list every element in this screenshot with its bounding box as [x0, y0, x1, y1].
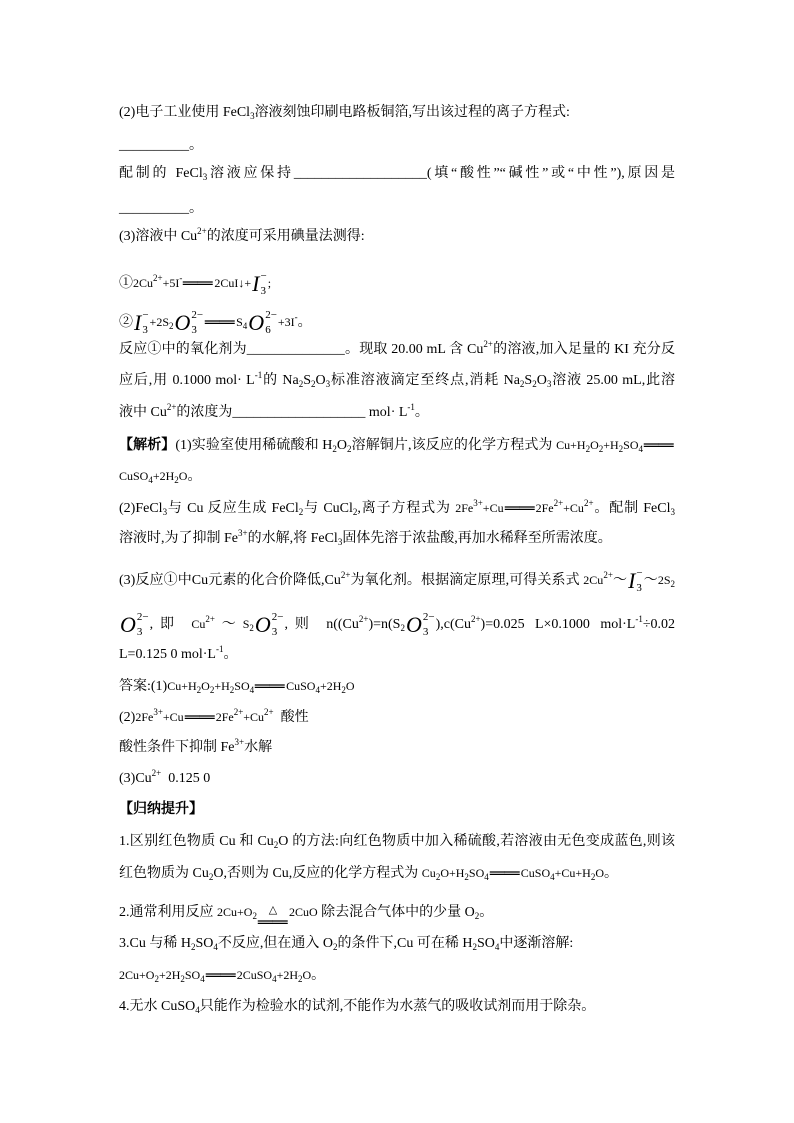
subscript: 2 — [332, 942, 338, 952]
superscript: 2+ — [340, 570, 351, 580]
text-run: ～ — [214, 617, 243, 632]
text-line — [119, 671, 675, 701]
formula-text: 2Fe — [135, 710, 154, 724]
text-run: (2) — [119, 710, 136, 725]
text-run: 。现取 20.00 mL 含 Cu — [344, 342, 484, 357]
ion-formula — [120, 612, 149, 638]
text-run: (3)反应①中Cu元素的化合价降低,Cu — [119, 573, 341, 588]
ion-subscript: 3 — [142, 323, 148, 336]
subscript: 2 — [154, 974, 159, 984]
superscript: 2+ — [151, 768, 162, 778]
text-run: (2)电子工业使用 FeCl — [119, 105, 251, 120]
equals-sign — [185, 711, 215, 725]
formula-text: 2Fe — [535, 501, 554, 515]
text-line — [119, 524, 675, 554]
text-run: 的 Na — [262, 373, 299, 388]
subscript: 4 — [315, 685, 320, 695]
text-line — [119, 131, 675, 161]
text-line — [119, 640, 675, 670]
subscript: 3 — [162, 507, 168, 517]
subscript: 2 — [519, 379, 525, 389]
ion-script-stack — [191, 310, 203, 336]
subscript: 2 — [174, 475, 179, 485]
ion-script-stack — [636, 568, 642, 594]
subscript: 2 — [474, 911, 480, 921]
superscript: 2+ — [197, 226, 207, 236]
text-run: 。 — [189, 138, 203, 153]
formula-text: O — [178, 469, 188, 483]
answer-blank: ______________ — [246, 342, 345, 357]
formula-text: O — [590, 438, 599, 452]
ion-symbol: O — [405, 611, 422, 637]
text-run: ),c(Cu — [435, 617, 471, 632]
ion-charge: 2− — [422, 610, 435, 623]
answer-blank: __________ — [119, 138, 189, 153]
formula-text: O — [595, 866, 604, 880]
formula-text: SO — [234, 679, 250, 693]
text-run: 水解 — [244, 740, 273, 755]
text-run: 与 Cu 反应生成 FeCl — [167, 501, 299, 516]
formula-text: Cu+H — [556, 438, 586, 452]
subscript: 2 — [298, 379, 304, 389]
text-line — [119, 493, 675, 523]
ion-symbol: I — [252, 270, 260, 296]
text-run: 配制的 FeCl — [119, 166, 203, 181]
superscript: 2+ — [166, 402, 177, 412]
formula-text: S — [236, 315, 243, 329]
text-run: 溶解铜片,该反应的化学方程式为 — [351, 438, 557, 453]
superscript: 3+ — [153, 707, 163, 717]
subscript: 2 — [598, 444, 604, 454]
ion-charge: 2− — [136, 610, 149, 623]
subscript: 2 — [249, 623, 254, 633]
superscript: -1 — [254, 370, 263, 380]
formula-text: +Cu — [243, 710, 265, 724]
text-run: 3.Cu 与稀 H — [119, 936, 191, 951]
text-run: 的溶液,加入足量的 KI 充分反 — [492, 342, 675, 357]
text-run: ① — [119, 276, 133, 291]
text-run: 4.无水 CuSO — [119, 999, 196, 1014]
superscript: 2+ — [483, 339, 493, 349]
superscript: 2+ — [264, 707, 274, 717]
text-run: 的水解,将 FeCl — [247, 531, 338, 546]
text-run: 0.125 0 — [161, 771, 211, 786]
ion-charge: 2− — [265, 308, 277, 321]
formula-text: CuSO — [286, 679, 316, 693]
text-run: ～ — [612, 573, 628, 588]
text-run: O — [336, 438, 347, 453]
subscript: 2 — [180, 974, 185, 984]
text-line — [119, 98, 675, 128]
subscript: 4 — [242, 321, 248, 331]
ion-script-stack — [142, 310, 148, 336]
double-line-equals: ══ — [257, 915, 288, 931]
subscript: 4 — [200, 974, 205, 984]
formula-text: O — [345, 679, 355, 693]
text-line — [119, 795, 675, 825]
subscript: 2 — [590, 872, 596, 882]
double-line-equals: ══ — [205, 967, 236, 984]
subscript: 2 — [229, 685, 235, 695]
subscript: 2 — [332, 444, 337, 454]
formula-text: O — [302, 968, 312, 982]
text-run: 除去混合气体中的少量 O — [317, 905, 475, 920]
text-line — [119, 159, 675, 189]
ion-subscript: 3 — [136, 625, 143, 638]
formula-text: +Cu — [162, 710, 184, 724]
superscript: 2+ — [358, 614, 369, 624]
formula-text: +2H — [158, 968, 181, 982]
subscript: 2 — [208, 872, 214, 882]
subscript: 3 — [202, 172, 208, 182]
text-run: (3)Cu — [119, 771, 152, 786]
ion-symbol: I — [628, 567, 636, 593]
superscript: -1 — [635, 614, 643, 624]
text-run: 。 — [311, 968, 326, 983]
text-run: 。 — [414, 405, 429, 420]
formula-text: +2H — [152, 469, 175, 483]
formula-text: 2S — [657, 573, 671, 587]
subscript: 4 — [272, 974, 277, 984]
text-line — [119, 565, 675, 595]
ion-formula — [175, 310, 204, 336]
text-run: 溶液刻蚀印刷电路板铜箔,写出该过程的离子方程式: — [254, 105, 570, 120]
formula-text: +Cu — [482, 501, 504, 515]
subscript: 2 — [252, 911, 257, 921]
subscript: 2 — [670, 579, 676, 589]
subscript: 2 — [169, 321, 174, 331]
formula-text: +3I — [277, 315, 295, 329]
superscript: -1 — [215, 644, 224, 654]
subscript: 4 — [550, 872, 555, 882]
heat-symbol: △ — [268, 903, 278, 916]
ion-symbol: I — [134, 309, 142, 335]
double-line-equals: ══ — [205, 314, 235, 331]
double-line-equals: ══ — [504, 500, 535, 517]
superscript: 2+ — [205, 614, 215, 624]
subscript: 3 — [337, 537, 343, 547]
formula-text: SO — [623, 438, 639, 452]
ion-charge: − — [142, 308, 149, 321]
formula-text: 2Cu+O — [119, 968, 155, 982]
ion-formula — [248, 310, 277, 336]
text-run: 固体先溶于浓盐酸,再加水稀释至所需浓度。 — [342, 531, 612, 546]
superscript: 3+ — [473, 498, 483, 508]
bold-heading: 【解析】 — [119, 438, 176, 453]
formula-text: Cu — [421, 866, 436, 880]
text-line — [119, 398, 675, 428]
subscript: 2 — [196, 685, 202, 695]
subscript: 3 — [250, 111, 255, 121]
bold-heading: 【归纳提升】 — [119, 802, 203, 817]
text-run: 的浓度可采用碘量法测得: — [206, 229, 365, 244]
superscript: - — [179, 273, 183, 283]
text-line — [119, 929, 675, 959]
ion-symbol: O — [254, 611, 271, 637]
text-run: O,否则为 Cu,反应的化学方程式为 — [213, 866, 422, 881]
text-run: 为氧化剂。根据滴定原理,可得关系式 — [350, 573, 584, 588]
superscript: 2+ — [470, 614, 481, 624]
text-run: )=0.025 L×0.1000 mol·L — [480, 617, 636, 632]
double-line-equals: ══ — [489, 865, 520, 882]
text-run: 。 — [604, 866, 618, 881]
ion-formula — [406, 612, 435, 638]
formula-text: +2H — [276, 968, 298, 982]
formula-text: 2Fe — [215, 710, 234, 724]
formula-text: O+H — [440, 866, 465, 880]
text-run: ,离子方程式为 — [357, 501, 456, 516]
superscript: 2+ — [603, 570, 613, 580]
ion-formula — [628, 568, 643, 594]
formula-text: +2H — [319, 679, 342, 693]
ion-charge: − — [636, 566, 643, 579]
superscript: 2+ — [233, 707, 244, 717]
double-line-equals: ══ — [184, 709, 215, 726]
ion-subscript: 6 — [265, 323, 271, 336]
equals-sign — [505, 502, 535, 516]
text-run: 溶液时,为了抑制 Fe — [119, 531, 238, 546]
ion-subscript: 3 — [260, 284, 266, 297]
text-line — [119, 827, 675, 857]
formula-text: 2CuSO — [236, 968, 273, 982]
subscript: 4 — [494, 942, 500, 952]
formula-text: CuSO — [520, 866, 551, 880]
ion-formula — [252, 271, 267, 297]
subscript: 2 — [585, 444, 591, 454]
text-run: L=0.125 0 mol·L — [119, 647, 216, 662]
subscript: 2 — [298, 507, 304, 517]
ion-script-stack — [265, 310, 277, 336]
answer-blank: ___________________ — [293, 166, 427, 181]
text-run: 不反应,但在通入 O — [217, 936, 333, 951]
ion-formula — [255, 612, 284, 638]
text-run: 溶液应保持 — [207, 166, 294, 181]
text-run: SO — [476, 936, 495, 951]
formula-text: S — [242, 617, 250, 631]
text-line — [119, 461, 675, 491]
text-run: ,则 n((Cu — [284, 617, 359, 632]
equals-sign — [490, 867, 520, 881]
subscript: 2 — [464, 872, 469, 882]
text-line — [119, 222, 675, 252]
ion-charge: 2− — [271, 610, 284, 623]
text-run: ～ — [643, 573, 658, 588]
superscript: 2+ — [583, 498, 594, 508]
text-run: 中逐渐溶解: — [499, 936, 574, 951]
text-line — [119, 858, 675, 888]
text-run: 答案:(1) — [119, 679, 168, 694]
text-line — [119, 897, 675, 931]
formula-text: 2Fe — [455, 501, 474, 515]
text-run: 液中 Cu — [119, 405, 167, 420]
text-line — [119, 430, 675, 460]
formula-text: 2Cu+O — [217, 905, 253, 919]
subscript: 4 — [484, 872, 489, 882]
subscript: 3 — [670, 507, 675, 517]
superscript: 3+ — [234, 737, 245, 747]
subscript: 4 — [249, 685, 255, 695]
subscript: 4 — [213, 942, 218, 952]
subscript: 2 — [435, 872, 441, 882]
text-run: ,即 — [149, 617, 192, 632]
subscript: 2 — [311, 379, 316, 389]
subscript: 4 — [638, 444, 644, 454]
double-line-equals: ══ — [255, 678, 285, 695]
formula-text: +Cu — [563, 501, 584, 515]
text-run: 应后,用 0.1000 mol· L — [119, 373, 255, 388]
subscript: 2 — [341, 685, 346, 695]
subscript: 2 — [400, 623, 405, 633]
text-run: (3)溶液中 Cu — [119, 229, 198, 244]
text-run: O — [536, 373, 547, 388]
text-run: ÷0.02 — [642, 617, 676, 632]
text-run: 。 — [297, 315, 312, 330]
text-run: 反应①中的氧化剂为 — [119, 342, 247, 357]
text-run: 。 — [479, 905, 494, 920]
text-run: 。 — [223, 647, 238, 662]
ion-subscript: 3 — [191, 323, 197, 336]
text-run: 1.区别红色物质 Cu 和 Cu — [119, 834, 274, 849]
equals-sign — [206, 969, 236, 983]
subscript: 2 — [190, 942, 196, 952]
subscript: 2 — [273, 840, 279, 850]
formula-text: CuSO — [119, 469, 149, 483]
ion-symbol: O — [120, 611, 136, 637]
text-line — [119, 335, 675, 365]
formula-text: 2CuI↓+ — [214, 276, 252, 290]
text-line — [119, 194, 675, 224]
subscript: 3 — [325, 379, 331, 389]
subscript: 3 — [546, 379, 552, 389]
formula-text: +Cu+H — [554, 866, 591, 880]
text-run: S — [303, 373, 312, 388]
formula-text: +5I — [162, 276, 180, 290]
formula-text: 2Cu — [583, 573, 604, 587]
formula-text: 2CuO — [288, 905, 318, 919]
ion-subscript: 3 — [271, 625, 278, 638]
text-run: S — [524, 373, 533, 388]
subscript: 2 — [298, 974, 303, 984]
text-line — [119, 992, 675, 1022]
subscript: 2 — [347, 444, 352, 454]
formula-text: +H — [214, 679, 230, 693]
text-run: 酸性条件下抑制 Fe — [119, 740, 235, 755]
text-run: 2.通常利用反应 — [119, 905, 217, 920]
ion-charge: − — [260, 269, 267, 282]
text-run: (2)FeCl — [119, 501, 163, 516]
ion-script-stack — [260, 271, 266, 297]
double-line-equals: ══ — [644, 437, 674, 454]
text-run: (1)实验室使用稀硫酸和 H — [175, 438, 333, 453]
text-run: O 的方法:向红色物质中加入稀硫酸,若溶液由无色变成蓝色,则该 — [278, 834, 675, 849]
text-line — [119, 702, 675, 732]
formula-text: +2S — [149, 315, 169, 329]
subscript: 4 — [195, 1005, 200, 1015]
equals-sign — [258, 916, 288, 930]
formula-text: Cu+H — [167, 679, 197, 693]
formula-text: Cu — [191, 617, 206, 631]
ion-script-stack — [423, 612, 435, 638]
subscript: 2 — [209, 685, 215, 695]
equals-sign — [255, 680, 285, 694]
heating-equals-sign — [257, 904, 289, 930]
text-run: 红色物质为 Cu — [119, 866, 209, 881]
text-run: 只能作为检验水的试剂,不能作为水蒸气的吸收试剂而用于除杂。 — [199, 999, 596, 1014]
text-run: )=n(S — [368, 617, 401, 632]
text-run: 。 — [187, 469, 202, 484]
formula-text: +H — [603, 438, 619, 452]
ion-symbol: O — [248, 309, 265, 335]
ion-formula — [134, 310, 149, 336]
text-line — [119, 268, 675, 298]
formula-text: ; — [267, 276, 272, 290]
text-run: O — [315, 373, 326, 388]
subscript: 2 — [618, 444, 624, 454]
ion-charge: 2− — [191, 308, 204, 321]
text-run: 酸性 — [273, 710, 309, 725]
text-run: (填“酸性”“碱性”或“中性”),原因是 — [426, 166, 676, 181]
subscript: 2 — [472, 942, 477, 952]
superscript: - — [294, 312, 298, 322]
subscript: 4 — [148, 475, 153, 485]
formula-text: SO — [468, 866, 485, 880]
equals-sign — [644, 439, 674, 453]
text-run: 。 — [189, 201, 203, 216]
ion-script-stack — [137, 612, 149, 638]
superscript: -1 — [407, 402, 415, 412]
text-run: 。配制 FeCl — [593, 501, 671, 516]
ion-symbol: O — [174, 309, 191, 335]
text-line — [119, 733, 675, 763]
superscript: 3+ — [238, 528, 248, 538]
superscript: 2+ — [553, 498, 564, 508]
text-run: 标准溶液滴定至终点,消耗 Na — [330, 373, 520, 388]
text-line — [119, 609, 675, 639]
ion-subscript: 3 — [636, 581, 642, 594]
text-run: 的浓度为 — [176, 405, 233, 420]
formula-text: O — [201, 679, 210, 693]
text-run: SO — [195, 936, 214, 951]
subscript: 2 — [352, 507, 358, 517]
formula-text: SO — [184, 968, 201, 982]
formula-text: 2Cu — [133, 276, 154, 290]
text-run: 与 CuCl — [303, 501, 353, 516]
answer-blank: ___________________ — [232, 405, 366, 420]
text-run: ② — [119, 315, 133, 330]
text-line — [119, 366, 675, 396]
equals-sign — [205, 316, 235, 330]
text-line — [119, 960, 675, 990]
text-run: 的条件下,Cu 可在稀 H — [337, 936, 473, 951]
subscript: 2 — [532, 379, 537, 389]
equals-sign — [183, 277, 213, 291]
double-line-equals: ══ — [183, 275, 213, 292]
superscript: 2+ — [153, 273, 163, 283]
ion-script-stack — [272, 612, 284, 638]
text-run: 溶液 25.00 mL,此溶 — [551, 373, 675, 388]
text-line — [119, 307, 675, 337]
text-line — [119, 764, 675, 794]
answer-blank: __________ — [119, 201, 189, 216]
ion-subscript: 3 — [422, 625, 429, 638]
text-run: mol· L — [365, 405, 408, 420]
